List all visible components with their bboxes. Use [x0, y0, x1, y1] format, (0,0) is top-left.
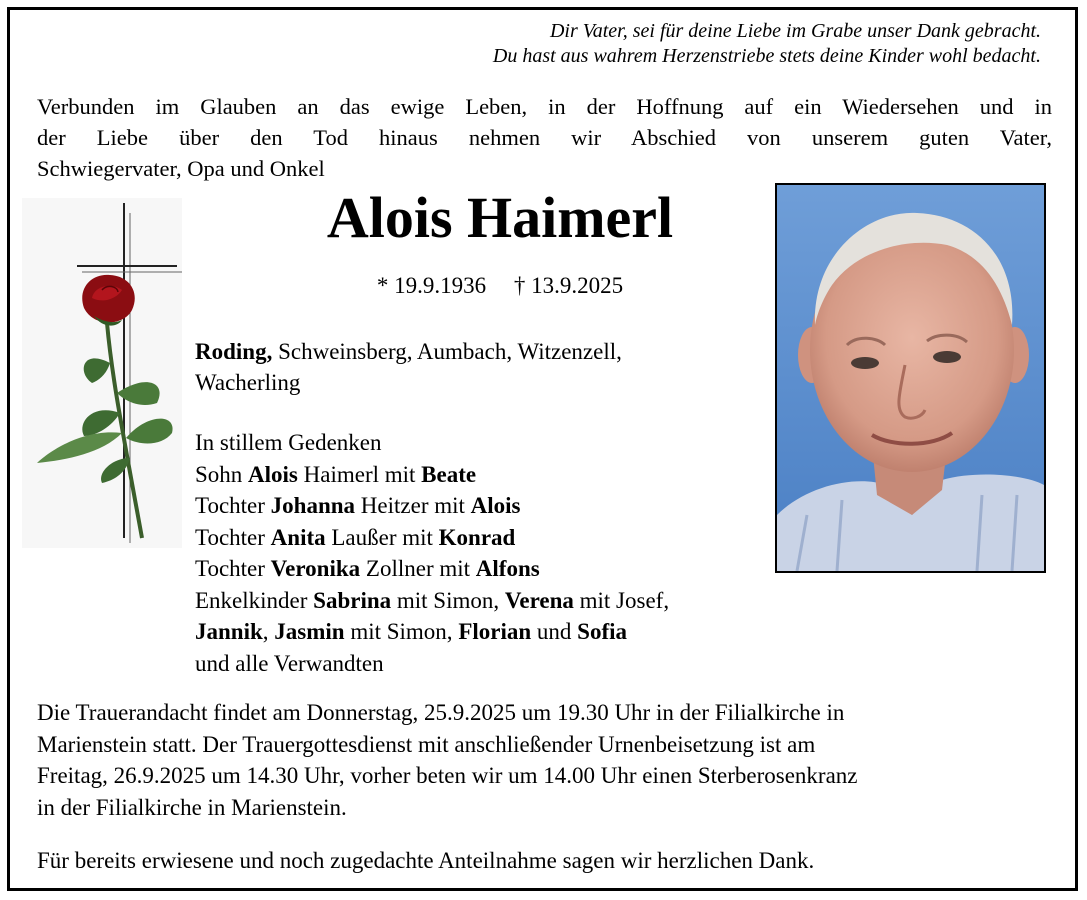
portrait-photo: [775, 183, 1046, 573]
mourner-row: [195, 459, 669, 491]
places: [195, 336, 622, 398]
mourner-row: [195, 553, 669, 585]
deceased-name: Alois Haimerl: [326, 185, 674, 250]
mourner-name: Sabrina: [313, 587, 392, 613]
mourner-text: Zollner mit: [360, 556, 476, 581]
mourner-name: Jannik: [195, 619, 263, 644]
mourner-name: Johanna: [270, 493, 356, 518]
intro-text: [37, 91, 1052, 184]
cross-rose-icon: [22, 198, 182, 548]
death-date: † 13.9.2025: [513, 273, 624, 298]
mourner-row: [195, 490, 669, 522]
service-line: in der Filialkirche in Marienstein.: [37, 794, 347, 820]
birth-date: * 19.9.1936: [376, 273, 487, 298]
mourner-name: Anita: [270, 524, 326, 550]
mourner-text: ,: [262, 619, 275, 644]
mourner-text: Heitzer mit: [355, 493, 471, 518]
mourner-text: Haimerl mit: [297, 461, 422, 487]
mourner-text: Enkelkinder: [195, 587, 314, 613]
mourner-text: Laußer mit: [325, 524, 439, 550]
mourner-name: Verena: [504, 587, 574, 613]
intro-line: Verbunden im Glauben an das ewige Leben, in der Hoffnung auf ein Wiedersehen und in: [37, 94, 1052, 119]
mourner-text: Sohn: [195, 461, 249, 487]
mourner-name: Alois: [470, 493, 521, 518]
thanks-text: Für bereits erwiesene und noch zugedachte Anteilnahme sagen wir herzlichen Dank.: [37, 848, 815, 873]
mourner-text: und alle Verwandten: [195, 650, 384, 676]
mourner-row: [195, 648, 669, 680]
mourner-name: Konrad: [438, 524, 516, 550]
mourner-name: Sofia: [577, 619, 627, 644]
mourner-text: und: [531, 619, 578, 644]
service-line: Marienstein statt. Der Trauergottesdienst mit anschließender Urnenbeisetzung ist am: [37, 731, 816, 757]
mourner-rows: [195, 459, 669, 680]
mourner-text: mit Simon,: [391, 587, 505, 613]
mourner-text: mit Josef,: [573, 587, 670, 613]
life-dates: [190, 271, 810, 301]
mourner-name: Veronika: [270, 556, 361, 581]
service-line: Freitag, 26.9.2025 um 14.30 Uhr, vorher beten wir um 14.00 Uhr einen Sterberosenkranz: [37, 763, 858, 788]
mourner-text: Tochter: [195, 524, 271, 550]
mourner-name: Alfons: [475, 556, 540, 581]
mourner-text: Tochter: [195, 493, 271, 518]
mourner-name: Alois: [248, 461, 298, 487]
main-place: Roding,: [195, 339, 273, 364]
mourner-text: mit Simon,: [344, 619, 459, 644]
mourner-name: Florian: [458, 619, 532, 644]
verse-line: Du hast aus wahrem Herzenstriebe stets deine Kinder wohl bedacht.: [492, 45, 1041, 67]
verse-line: Dir Vater, sei für deine Liebe im Grabe unser Dank gebracht.: [549, 20, 1041, 42]
mourners-list: [195, 427, 669, 679]
mourners-heading: In stillem Gedenken: [195, 430, 382, 455]
service-line: Die Trauerandacht findet am Donnerstag, 25.9.2025 um 19.30 Uhr in der Filialkirche in: [37, 700, 845, 725]
intro-line: der Liebe über den Tod hinaus nehmen wir Abschied von unserem guten Vater,: [37, 125, 1052, 150]
mourner-row: [195, 616, 669, 648]
mourner-text: Tochter: [195, 556, 271, 581]
mourner-row: [195, 585, 669, 617]
memorial-verse: [493, 19, 1041, 69]
service-info: [37, 697, 1037, 823]
mourner-name: Jasmin: [274, 619, 345, 644]
other-places: Schweinsberg, Aumbach, Witzenzell,: [272, 339, 622, 364]
intro-line: Schwiegervater, Opa und Onkel: [37, 156, 325, 181]
other-places: Wacherling: [195, 370, 301, 395]
obituary-card: [7, 7, 1078, 891]
mourner-name: Beate: [421, 461, 477, 487]
mourner-row: [195, 522, 669, 554]
